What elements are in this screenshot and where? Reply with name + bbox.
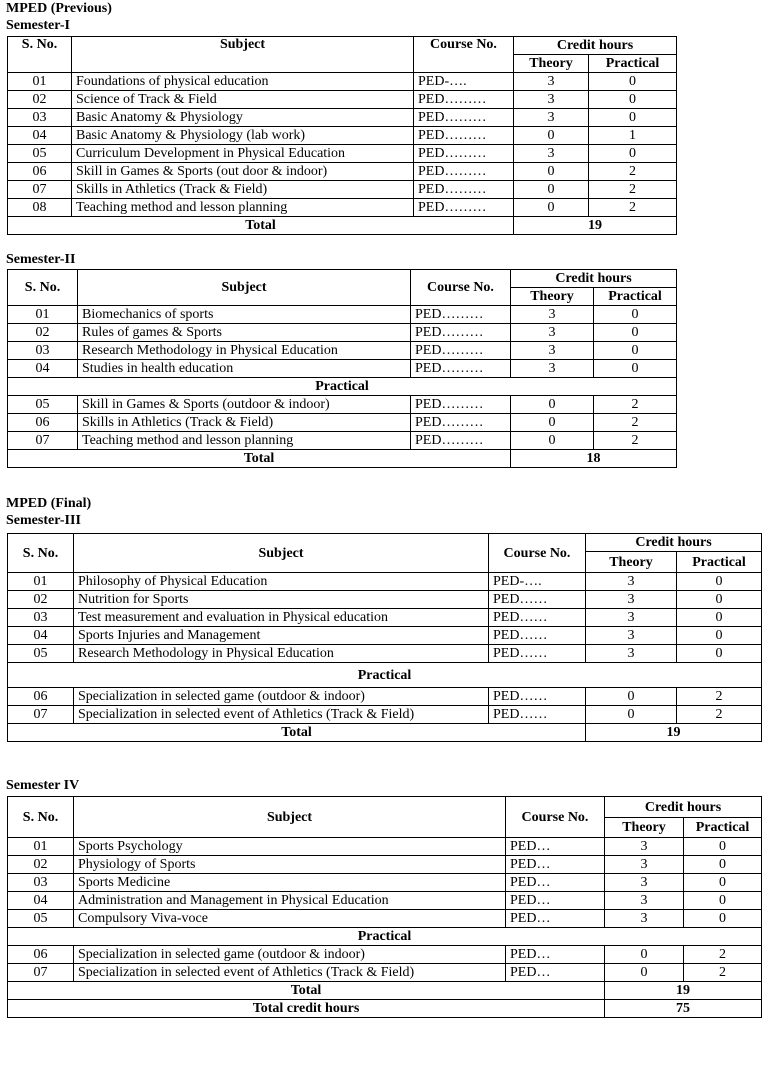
subject-cell: Skills in Athletics (Track & Field) bbox=[72, 181, 414, 199]
practical-section-label: Practical bbox=[8, 928, 762, 946]
sno-cell: 03 bbox=[8, 609, 74, 627]
practical-header: Practical bbox=[684, 818, 762, 838]
course-cell: PED…… bbox=[489, 688, 586, 706]
theory-cell: 0 bbox=[514, 199, 589, 217]
sno-cell: 04 bbox=[8, 627, 74, 645]
grand-total-label: Total credit hours bbox=[8, 1000, 605, 1018]
table-row bbox=[8, 964, 762, 982]
theory-cell: 3 bbox=[514, 145, 589, 163]
total-value: 19 bbox=[514, 217, 677, 235]
table-row bbox=[8, 91, 677, 109]
total-label: Total bbox=[8, 982, 605, 1000]
table-row bbox=[8, 946, 762, 964]
table-header-row bbox=[8, 270, 677, 288]
sno-cell: 05 bbox=[8, 396, 78, 414]
course-cell: PED……… bbox=[414, 145, 514, 163]
theory-cell: 0 bbox=[511, 432, 594, 450]
theory-cell: 3 bbox=[605, 910, 684, 928]
subject-cell: Sports Medicine bbox=[74, 874, 506, 892]
subject-cell: Research Methodology in Physical Education bbox=[78, 342, 411, 360]
table-row bbox=[8, 360, 677, 378]
total-value: 18 bbox=[511, 450, 677, 468]
semester-3-body bbox=[8, 573, 762, 663]
table-row bbox=[8, 396, 677, 414]
sno-cell: 01 bbox=[8, 306, 78, 324]
course-cell: PED……… bbox=[414, 199, 514, 217]
practical-section-row bbox=[8, 928, 762, 946]
table-row bbox=[8, 645, 762, 663]
semester-4-practical-body bbox=[8, 946, 762, 982]
table-row bbox=[8, 145, 677, 163]
total-row bbox=[8, 724, 762, 742]
theory-cell: 3 bbox=[605, 856, 684, 874]
sno-cell: 04 bbox=[8, 360, 78, 378]
course-cell: PED… bbox=[506, 910, 605, 928]
theory-cell: 3 bbox=[605, 892, 684, 910]
table-row bbox=[8, 627, 762, 645]
table-header-row bbox=[8, 797, 762, 818]
subject-cell: Science of Track & Field bbox=[72, 91, 414, 109]
theory-header: Theory bbox=[605, 818, 684, 838]
total-row bbox=[8, 217, 677, 235]
practical-cell: 2 bbox=[589, 181, 677, 199]
practical-cell: 0 bbox=[677, 609, 762, 627]
subject-cell: Test measurement and evaluation in Physical education bbox=[74, 609, 489, 627]
practical-cell: 0 bbox=[677, 645, 762, 663]
semester-4-table bbox=[7, 796, 762, 1018]
practical-cell: 0 bbox=[594, 306, 677, 324]
course-cell: PED……… bbox=[411, 432, 511, 450]
theory-header: Theory bbox=[511, 288, 594, 306]
course-cell: PED……… bbox=[411, 324, 511, 342]
total-value: 19 bbox=[586, 724, 762, 742]
sno-cell: 01 bbox=[8, 573, 74, 591]
theory-cell: 3 bbox=[511, 324, 594, 342]
sno-cell: 01 bbox=[8, 73, 72, 91]
subject-header: Subject bbox=[74, 534, 489, 573]
sno-cell: 07 bbox=[8, 964, 74, 982]
practical-cell: 0 bbox=[594, 360, 677, 378]
sno-cell: 06 bbox=[8, 946, 74, 964]
practical-header: Practical bbox=[677, 552, 762, 573]
practical-header: Practical bbox=[589, 55, 677, 73]
sno-header: S. No. bbox=[8, 270, 78, 306]
course-cell: PED……… bbox=[414, 181, 514, 199]
table-row bbox=[8, 342, 677, 360]
semester-4-label: Semester IV bbox=[6, 778, 80, 793]
practical-cell: 1 bbox=[589, 127, 677, 145]
sno-cell: 02 bbox=[8, 91, 72, 109]
sno-cell: 03 bbox=[8, 342, 78, 360]
grand-total-value: 75 bbox=[605, 1000, 762, 1018]
practical-cell: 2 bbox=[677, 706, 762, 724]
course-cell: PED… bbox=[506, 856, 605, 874]
table-header-row bbox=[8, 37, 677, 55]
sno-cell: 05 bbox=[8, 645, 74, 663]
theory-cell: 0 bbox=[514, 127, 589, 145]
total-label: Total bbox=[8, 724, 586, 742]
table-row bbox=[8, 199, 677, 217]
course-cell: PED… bbox=[506, 838, 605, 856]
sno-cell: 01 bbox=[8, 838, 74, 856]
grand-total-row bbox=[8, 1000, 762, 1018]
course-cell: PED……… bbox=[414, 91, 514, 109]
semester-2-practical-body bbox=[8, 396, 677, 450]
sno-cell: 03 bbox=[8, 874, 74, 892]
table-row bbox=[8, 573, 762, 591]
practical-cell: 0 bbox=[684, 892, 762, 910]
table-row bbox=[8, 181, 677, 199]
practical-cell: 2 bbox=[589, 163, 677, 181]
subject-cell: Teaching method and lesson planning bbox=[78, 432, 411, 450]
course-cell: PED… bbox=[506, 874, 605, 892]
semester-3-practical-body bbox=[8, 688, 762, 724]
subject-cell: Specialization in selected event of Athletics (Track & Field) bbox=[74, 964, 506, 982]
table-row bbox=[8, 109, 677, 127]
subject-cell: Compulsory Viva-voce bbox=[74, 910, 506, 928]
practical-cell: 0 bbox=[684, 856, 762, 874]
sno-cell: 07 bbox=[8, 706, 74, 724]
table-row bbox=[8, 892, 762, 910]
subject-cell: Skill in Games & Sports (out door & indoor) bbox=[72, 163, 414, 181]
course-cell: PED……… bbox=[411, 342, 511, 360]
table-row bbox=[8, 591, 762, 609]
practical-cell: 2 bbox=[589, 199, 677, 217]
course-header: Course No. bbox=[414, 37, 514, 73]
total-value: 19 bbox=[605, 982, 762, 1000]
practical-cell: 0 bbox=[677, 591, 762, 609]
practical-cell: 0 bbox=[589, 145, 677, 163]
practical-cell: 0 bbox=[589, 73, 677, 91]
practical-cell: 0 bbox=[677, 573, 762, 591]
table-row bbox=[8, 609, 762, 627]
course-cell: PED……… bbox=[411, 414, 511, 432]
theory-cell: 0 bbox=[605, 946, 684, 964]
table-header-row bbox=[8, 534, 762, 552]
course-cell: PED…… bbox=[489, 627, 586, 645]
theory-cell: 0 bbox=[511, 396, 594, 414]
theory-cell: 3 bbox=[511, 342, 594, 360]
practical-section-row bbox=[8, 663, 762, 688]
course-cell: PED…… bbox=[489, 609, 586, 627]
practical-section-label: Practical bbox=[8, 663, 762, 688]
subject-cell: Specialization in selected event of Athletics (Track & Field) bbox=[74, 706, 489, 724]
course-cell: PED……… bbox=[414, 109, 514, 127]
sno-cell: 03 bbox=[8, 109, 72, 127]
subject-cell: Curriculum Development in Physical Education bbox=[72, 145, 414, 163]
credit-hours-header: Credit hours bbox=[514, 37, 677, 55]
theory-cell: 3 bbox=[586, 627, 677, 645]
course-cell: PED… bbox=[506, 964, 605, 982]
theory-cell: 3 bbox=[605, 838, 684, 856]
credit-hours-header: Credit hours bbox=[605, 797, 762, 818]
theory-cell: 0 bbox=[586, 706, 677, 724]
sno-cell: 06 bbox=[8, 688, 74, 706]
table-row bbox=[8, 163, 677, 181]
table-row bbox=[8, 432, 677, 450]
practical-cell: 2 bbox=[594, 414, 677, 432]
table-row bbox=[8, 910, 762, 928]
course-cell: PED… bbox=[506, 892, 605, 910]
semester-2-label: Semester-II bbox=[6, 252, 76, 267]
practical-header: Practical bbox=[594, 288, 677, 306]
practical-section-row bbox=[8, 378, 677, 396]
subject-cell: Sports Injuries and Management bbox=[74, 627, 489, 645]
sno-header: S. No. bbox=[8, 534, 74, 573]
subject-cell: Basic Anatomy & Physiology (lab work) bbox=[72, 127, 414, 145]
subject-cell: Biomechanics of sports bbox=[78, 306, 411, 324]
table-row bbox=[8, 414, 677, 432]
course-cell: PED……… bbox=[414, 127, 514, 145]
subject-cell: Specialization in selected game (outdoor & indoor) bbox=[74, 946, 506, 964]
table-row bbox=[8, 127, 677, 145]
table-row bbox=[8, 688, 762, 706]
theory-cell: 0 bbox=[514, 163, 589, 181]
theory-cell: 3 bbox=[514, 91, 589, 109]
theory-cell: 3 bbox=[511, 306, 594, 324]
semester-1-table bbox=[7, 36, 677, 235]
total-row bbox=[8, 982, 762, 1000]
subject-header: Subject bbox=[74, 797, 506, 838]
course-cell: PED-…. bbox=[489, 573, 586, 591]
practical-cell: 0 bbox=[589, 109, 677, 127]
subject-cell: Foundations of physical education bbox=[72, 73, 414, 91]
subject-cell: Rules of games & Sports bbox=[78, 324, 411, 342]
practical-cell: 0 bbox=[594, 324, 677, 342]
semester-4-body bbox=[8, 838, 762, 928]
semester-1-body bbox=[8, 73, 677, 217]
sno-header: S. No. bbox=[8, 797, 74, 838]
practical-cell: 0 bbox=[589, 91, 677, 109]
subject-header: Subject bbox=[78, 270, 411, 306]
table-row bbox=[8, 306, 677, 324]
sno-cell: 04 bbox=[8, 127, 72, 145]
course-header: Course No. bbox=[506, 797, 605, 838]
semester-2-body bbox=[8, 306, 677, 378]
practical-cell: 0 bbox=[684, 874, 762, 892]
course-cell: PED…… bbox=[489, 706, 586, 724]
mped-previous-heading: MPED (Previous) bbox=[6, 1, 112, 16]
course-header: Course No. bbox=[489, 534, 586, 573]
sno-header: S. No. bbox=[8, 37, 72, 73]
table-row bbox=[8, 838, 762, 856]
course-cell: PED…… bbox=[489, 645, 586, 663]
subject-cell: Basic Anatomy & Physiology bbox=[72, 109, 414, 127]
theory-cell: 0 bbox=[605, 964, 684, 982]
subject-cell: Teaching method and lesson planning bbox=[72, 199, 414, 217]
subject-cell: Studies in health education bbox=[78, 360, 411, 378]
semester-2-table bbox=[7, 269, 677, 468]
practical-section-label: Practical bbox=[8, 378, 677, 396]
practical-cell: 2 bbox=[684, 964, 762, 982]
sno-cell: 06 bbox=[8, 414, 78, 432]
practical-cell: 0 bbox=[594, 342, 677, 360]
theory-cell: 3 bbox=[586, 609, 677, 627]
practical-cell: 2 bbox=[594, 396, 677, 414]
table-row bbox=[8, 874, 762, 892]
sno-cell: 05 bbox=[8, 145, 72, 163]
table-row bbox=[8, 856, 762, 874]
mped-final-heading: MPED (Final) bbox=[6, 496, 92, 511]
theory-cell: 3 bbox=[586, 645, 677, 663]
theory-header: Theory bbox=[514, 55, 589, 73]
subject-cell: Skills in Athletics (Track & Field) bbox=[78, 414, 411, 432]
credit-hours-header: Credit hours bbox=[586, 534, 762, 552]
sno-cell: 02 bbox=[8, 856, 74, 874]
semester-3-label: Semester-III bbox=[6, 513, 81, 528]
theory-cell: 0 bbox=[586, 688, 677, 706]
sno-cell: 02 bbox=[8, 324, 78, 342]
theory-cell: 3 bbox=[511, 360, 594, 378]
theory-cell: 3 bbox=[514, 109, 589, 127]
table-row bbox=[8, 73, 677, 91]
theory-cell: 3 bbox=[605, 874, 684, 892]
practical-cell: 2 bbox=[594, 432, 677, 450]
theory-header: Theory bbox=[586, 552, 677, 573]
table-row bbox=[8, 324, 677, 342]
semester-3-table bbox=[7, 533, 762, 742]
course-cell: PED……… bbox=[411, 360, 511, 378]
course-header: Course No. bbox=[411, 270, 511, 306]
credit-hours-header: Credit hours bbox=[511, 270, 677, 288]
theory-cell: 0 bbox=[514, 181, 589, 199]
practical-cell: 0 bbox=[684, 910, 762, 928]
course-cell: PED… bbox=[506, 946, 605, 964]
sno-cell: 02 bbox=[8, 591, 74, 609]
theory-cell: 3 bbox=[586, 573, 677, 591]
table-row bbox=[8, 706, 762, 724]
practical-cell: 0 bbox=[684, 838, 762, 856]
practical-cell: 2 bbox=[684, 946, 762, 964]
sno-cell: 07 bbox=[8, 181, 72, 199]
semester-1-label: Semester-I bbox=[6, 18, 71, 33]
course-cell: PED…… bbox=[489, 591, 586, 609]
sno-cell: 04 bbox=[8, 892, 74, 910]
subject-cell: Specialization in selected game (outdoor & indoor) bbox=[74, 688, 489, 706]
sno-cell: 05 bbox=[8, 910, 74, 928]
course-cell: PED-…. bbox=[414, 73, 514, 91]
subject-cell: Administration and Management in Physical Education bbox=[74, 892, 506, 910]
theory-cell: 3 bbox=[514, 73, 589, 91]
total-label: Total bbox=[8, 450, 511, 468]
course-cell: PED……… bbox=[411, 396, 511, 414]
subject-cell: Philosophy of Physical Education bbox=[74, 573, 489, 591]
subject-cell: Research Methodology in Physical Education bbox=[74, 645, 489, 663]
theory-cell: 3 bbox=[586, 591, 677, 609]
sno-cell: 07 bbox=[8, 432, 78, 450]
practical-cell: 2 bbox=[677, 688, 762, 706]
total-row bbox=[8, 450, 677, 468]
theory-cell: 0 bbox=[511, 414, 594, 432]
course-cell: PED……… bbox=[411, 306, 511, 324]
practical-cell: 0 bbox=[677, 627, 762, 645]
subject-cell: Nutrition for Sports bbox=[74, 591, 489, 609]
sno-cell: 06 bbox=[8, 163, 72, 181]
subject-cell: Physiology of Sports bbox=[74, 856, 506, 874]
sno-cell: 08 bbox=[8, 199, 72, 217]
course-cell: PED……… bbox=[414, 163, 514, 181]
subject-cell: Sports Psychology bbox=[74, 838, 506, 856]
subject-header: Subject bbox=[72, 37, 414, 73]
total-label: Total bbox=[8, 217, 514, 235]
subject-cell: Skill in Games & Sports (outdoor & indoor) bbox=[78, 396, 411, 414]
